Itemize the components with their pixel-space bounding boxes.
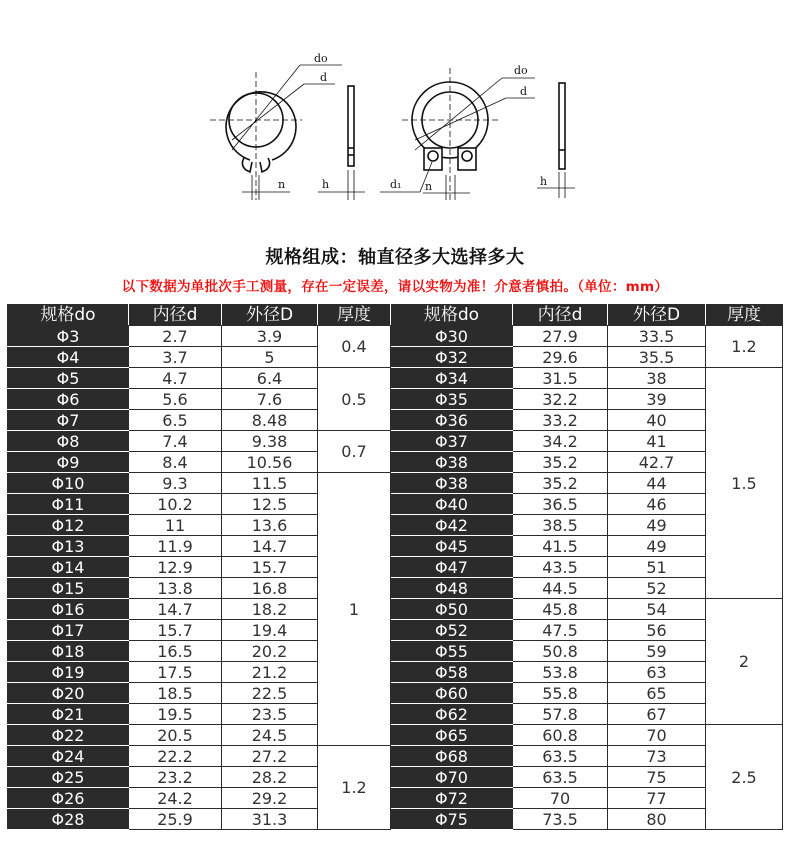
spec-cell: Φ62 [391, 704, 513, 725]
label-n-left: n [278, 178, 286, 191]
spec-cell: Φ30 [391, 326, 513, 347]
outer-diameter-cell: 49 [608, 515, 706, 536]
table-row [8, 704, 783, 725]
label-do-right: do [514, 64, 528, 77]
spec-cell: Φ38 [391, 473, 513, 494]
inner-diameter-cell: 11 [129, 515, 222, 536]
spec-cell: Φ10 [8, 473, 129, 494]
inner-diameter-cell: 31.5 [513, 368, 608, 389]
inner-diameter-cell: 19.5 [129, 704, 222, 725]
outer-diameter-cell: 54 [608, 599, 706, 620]
table-row [8, 473, 783, 494]
outer-diameter-cell: 49 [608, 536, 706, 557]
inner-diameter-cell: 8.4 [129, 452, 222, 473]
outer-diameter-cell: 28.2 [222, 767, 318, 788]
outer-diameter-cell: 67 [608, 704, 706, 725]
measurement-notice: 以下数据为单批次手工测量，存在一定误差，请以实物为准！介意者慎拍。（单位：mm） [121, 279, 669, 295]
table-row [8, 515, 783, 536]
outer-diameter-cell: 18.2 [222, 599, 318, 620]
inner-diameter-cell: 6.5 [129, 410, 222, 431]
outer-diameter-cell: 5 [222, 347, 318, 368]
outer-diameter-cell: 22.5 [222, 683, 318, 704]
spec-cell: Φ3 [8, 326, 129, 347]
table-row [8, 494, 783, 515]
inner-diameter-cell: 16.5 [129, 641, 222, 662]
inner-diameter-cell: 33.2 [513, 410, 608, 431]
spec-cell: Φ45 [391, 536, 513, 557]
outer-diameter-cell: 6.4 [222, 368, 318, 389]
spec-cell: Φ8 [8, 431, 129, 452]
outer-diameter-cell: 65 [608, 683, 706, 704]
inner-diameter-cell: 3.7 [129, 347, 222, 368]
spec-cell: Φ35 [391, 389, 513, 410]
inner-diameter-cell: 44.5 [513, 578, 608, 599]
inner-diameter-cell: 53.8 [513, 662, 608, 683]
label-h-left: h [322, 178, 330, 191]
spec-cell: Φ65 [391, 725, 513, 746]
spec-cell: Φ6 [8, 389, 129, 410]
outer-diameter-cell: 56 [608, 620, 706, 641]
table-row [8, 809, 783, 830]
inner-diameter-cell: 22.2 [129, 746, 222, 767]
inner-diameter-cell: 41.5 [513, 536, 608, 557]
table-row [8, 578, 783, 599]
outer-diameter-cell: 16.8 [222, 578, 318, 599]
inner-diameter-cell: 14.7 [129, 599, 222, 620]
outer-diameter-cell: 75 [608, 767, 706, 788]
inner-diameter-cell: 73.5 [513, 809, 608, 830]
table-row [8, 662, 783, 683]
table-row [8, 599, 783, 620]
outer-diameter-cell: 73 [608, 746, 706, 767]
spec-cell: Φ22 [8, 725, 129, 746]
thickness-cell: 0.4 [318, 326, 391, 368]
thickness-cell: 0.5 [318, 368, 391, 431]
header-outer-left: 外径D [222, 305, 318, 326]
inner-diameter-cell: 70 [513, 788, 608, 809]
spec-cell: Φ19 [8, 662, 129, 683]
outer-diameter-cell: 29.2 [222, 788, 318, 809]
spec-cell: Φ50 [391, 599, 513, 620]
spec-cell: Φ17 [8, 620, 129, 641]
spec-cell: Φ70 [391, 767, 513, 788]
outer-diameter-cell: 24.5 [222, 725, 318, 746]
thickness-cell: 0.7 [318, 431, 391, 473]
spec-cell: Φ55 [391, 641, 513, 662]
table-row [8, 452, 783, 473]
spec-cell: Φ25 [8, 767, 129, 788]
spec-cell: Φ14 [8, 557, 129, 578]
spec-cell: Φ4 [8, 347, 129, 368]
inner-diameter-cell: 29.6 [513, 347, 608, 368]
spec-cell: Φ60 [391, 683, 513, 704]
page-title: 规格组成：轴直径多大选择多大 [265, 247, 525, 268]
outer-diameter-cell: 40 [608, 410, 706, 431]
inner-diameter-cell: 2.7 [129, 326, 222, 347]
outer-diameter-cell: 3.9 [222, 326, 318, 347]
header-spec-right: 规格do [391, 305, 513, 326]
label-d-left: d [320, 71, 328, 84]
outer-diameter-cell: 19.4 [222, 620, 318, 641]
outer-diameter-cell: 7.6 [222, 389, 318, 410]
spec-cell: Φ52 [391, 620, 513, 641]
spec-cell: Φ32 [391, 347, 513, 368]
outer-diameter-cell: 44 [608, 473, 706, 494]
circlip-diagram [0, 0, 790, 230]
spec-cell: Φ75 [391, 809, 513, 830]
header-inner-left: 内径d [129, 305, 222, 326]
outer-diameter-cell: 23.5 [222, 704, 318, 725]
label-d1-right: d₁ [390, 178, 402, 191]
inner-diameter-cell: 24.2 [129, 788, 222, 809]
table-row [8, 368, 783, 389]
inner-diameter-cell: 12.9 [129, 557, 222, 578]
spec-cell: Φ13 [8, 536, 129, 557]
table-row [8, 536, 783, 557]
outer-diameter-cell: 15.7 [222, 557, 318, 578]
inner-diameter-cell: 17.5 [129, 662, 222, 683]
table-row [8, 620, 783, 641]
inner-diameter-cell: 13.8 [129, 578, 222, 599]
inner-diameter-cell: 63.5 [513, 767, 608, 788]
table-row [8, 683, 783, 704]
thickness-cell: 1 [318, 473, 391, 746]
outer-diameter-cell: 9.38 [222, 431, 318, 452]
header-spec-left: 规格do [8, 305, 129, 326]
inner-diameter-cell: 18.5 [129, 683, 222, 704]
table-row [8, 326, 783, 347]
spec-cell: Φ42 [391, 515, 513, 536]
table-row [8, 389, 783, 410]
inner-diameter-cell: 9.3 [129, 473, 222, 494]
outer-diameter-cell: 39 [608, 389, 706, 410]
label-n-right: n [425, 180, 433, 193]
thickness-cell: 2 [706, 599, 783, 725]
outer-diameter-cell: 52 [608, 578, 706, 599]
table-row [8, 767, 783, 788]
outer-diameter-cell: 33.5 [608, 326, 706, 347]
label-do-left: do [314, 52, 328, 65]
outer-diameter-cell: 63 [608, 662, 706, 683]
spec-cell: Φ7 [8, 410, 129, 431]
spec-cell: Φ18 [8, 641, 129, 662]
spec-cell: Φ11 [8, 494, 129, 515]
inner-diameter-cell: 38.5 [513, 515, 608, 536]
table-row [8, 557, 783, 578]
outer-diameter-cell: 80 [608, 809, 706, 830]
outer-diameter-cell: 77 [608, 788, 706, 809]
inner-diameter-cell: 7.4 [129, 431, 222, 452]
inner-diameter-cell: 57.8 [513, 704, 608, 725]
spec-cell: Φ24 [8, 746, 129, 767]
inner-diameter-cell: 60.8 [513, 725, 608, 746]
spec-cell: Φ38 [391, 452, 513, 473]
header-thickness-left: 厚度 [318, 305, 391, 326]
spec-cell: Φ9 [8, 452, 129, 473]
thickness-cell: 1.2 [706, 326, 783, 368]
inner-diameter-cell: 36.5 [513, 494, 608, 515]
outer-diameter-cell: 35.5 [608, 347, 706, 368]
table-row [8, 431, 783, 452]
inner-diameter-cell: 47.5 [513, 620, 608, 641]
spec-cell: Φ47 [391, 557, 513, 578]
inner-diameter-cell: 32.2 [513, 389, 608, 410]
outer-diameter-cell: 41 [608, 431, 706, 452]
outer-diameter-cell: 42.7 [608, 452, 706, 473]
outer-diameter-cell: 38 [608, 368, 706, 389]
spec-cell: Φ37 [391, 431, 513, 452]
outer-diameter-cell: 20.2 [222, 641, 318, 662]
inner-diameter-cell: 35.2 [513, 452, 608, 473]
spec-cell: Φ58 [391, 662, 513, 683]
header-outer-right: 外径D [608, 305, 706, 326]
inner-diameter-cell: 11.9 [129, 536, 222, 557]
outer-diameter-cell: 14.7 [222, 536, 318, 557]
outer-diameter-cell: 13.6 [222, 515, 318, 536]
inner-diameter-cell: 45.8 [513, 599, 608, 620]
spec-cell: Φ12 [8, 515, 129, 536]
table-row [8, 641, 783, 662]
spec-cell: Φ5 [8, 368, 129, 389]
outer-diameter-cell: 51 [608, 557, 706, 578]
label-d-right: d [520, 85, 528, 98]
inner-diameter-cell: 34.2 [513, 431, 608, 452]
table-row [8, 746, 783, 767]
outer-diameter-cell: 46 [608, 494, 706, 515]
inner-diameter-cell: 20.5 [129, 725, 222, 746]
thickness-cell: 1.2 [318, 746, 391, 830]
inner-diameter-cell: 4.7 [129, 368, 222, 389]
label-h-right: h [540, 175, 548, 188]
outer-diameter-cell: 8.48 [222, 410, 318, 431]
spec-cell: Φ68 [391, 746, 513, 767]
spec-cell: Φ26 [8, 788, 129, 809]
inner-diameter-cell: 15.7 [129, 620, 222, 641]
inner-diameter-cell: 50.8 [513, 641, 608, 662]
outer-diameter-cell: 27.2 [222, 746, 318, 767]
outer-diameter-cell: 70 [608, 725, 706, 746]
outer-diameter-cell: 21.2 [222, 662, 318, 683]
inner-diameter-cell: 63.5 [513, 746, 608, 767]
header-thickness-right: 厚度 [706, 305, 783, 326]
spec-cell: Φ21 [8, 704, 129, 725]
spec-table [7, 304, 783, 830]
outer-diameter-cell: 10.56 [222, 452, 318, 473]
table-body [8, 326, 783, 830]
spec-cell: Φ72 [391, 788, 513, 809]
inner-diameter-cell: 5.6 [129, 389, 222, 410]
spec-cell: Φ48 [391, 578, 513, 599]
inner-diameter-cell: 35.2 [513, 473, 608, 494]
outer-diameter-cell: 59 [608, 641, 706, 662]
spec-cell: Φ40 [391, 494, 513, 515]
thickness-cell: 1.5 [706, 368, 783, 599]
inner-diameter-cell: 55.8 [513, 683, 608, 704]
table-header-row [8, 305, 783, 326]
spec-cell: Φ15 [8, 578, 129, 599]
spec-cell: Φ16 [8, 599, 129, 620]
spec-cell: Φ34 [391, 368, 513, 389]
outer-diameter-cell: 11.5 [222, 473, 318, 494]
table-row [8, 347, 783, 368]
spec-cell: Φ36 [391, 410, 513, 431]
table-row [8, 788, 783, 809]
inner-diameter-cell: 27.9 [513, 326, 608, 347]
spec-cell: Φ28 [8, 809, 129, 830]
inner-diameter-cell: 10.2 [129, 494, 222, 515]
outer-diameter-cell: 12.5 [222, 494, 318, 515]
technical-drawing [0, 0, 790, 230]
table-row [8, 725, 783, 746]
spec-cell: Φ20 [8, 683, 129, 704]
header-inner-right: 内径d [513, 305, 608, 326]
inner-diameter-cell: 25.9 [129, 809, 222, 830]
inner-diameter-cell: 43.5 [513, 557, 608, 578]
thickness-cell: 2.5 [706, 725, 783, 830]
outer-diameter-cell: 31.3 [222, 809, 318, 830]
inner-diameter-cell: 23.2 [129, 767, 222, 788]
table-row [8, 410, 783, 431]
